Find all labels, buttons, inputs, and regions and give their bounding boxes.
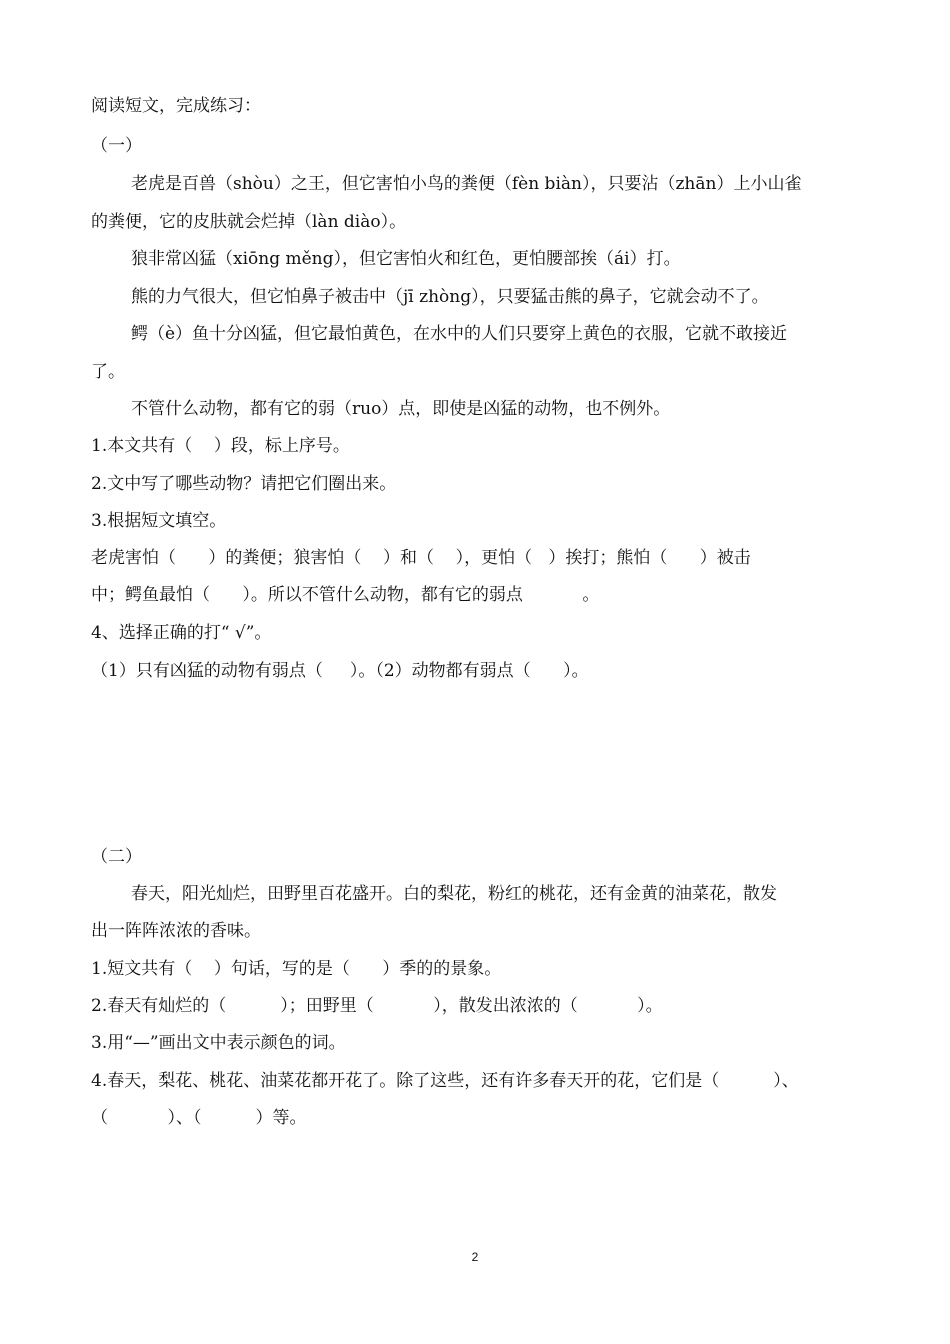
paragraph-crocodile-continued: 了。 <box>91 362 125 382</box>
question-2: 2.文中写了哪些动物？请把它们圈出来。 <box>91 474 397 494</box>
question-1: 1.本文共有（ ）段，标上序号。 <box>91 436 350 456</box>
section-two-heading: （二） <box>91 847 142 867</box>
section-two-question-4-continued: （ ）、（ ）等。 <box>91 1108 307 1128</box>
paragraph-conclusion: 不管什么动物，都有它的弱（ruo）点，即使是凶猛的动物，也不例外。 <box>131 399 671 419</box>
paragraph-tiger: 老虎是百兽（shòu）之王，但它害怕小鸟的粪便（fèn biàn），只要沾（zhān）上小山雀 <box>131 174 802 194</box>
paragraph-bear: 熊的力气很大，但它怕鼻子被击中（jī zhòng），只要猛击熊的鼻子，它就会动不了。 <box>131 287 769 307</box>
section-two-question-1: 1.短文共有（ ）句话，写的是（ ）季的的景象。 <box>91 959 502 979</box>
question-3: 3.根据短文填空。 <box>91 511 227 531</box>
paragraph-tiger-continued: 的粪便，它的皮肤就会烂掉（làn diào）。 <box>91 212 407 232</box>
question-4-options: （1）只有凶猛的动物有弱点（ ）。（2）动物都有弱点（ ）。 <box>91 661 589 681</box>
paragraph-spring-continued: 出一阵阵浓浓的香味。 <box>91 921 261 941</box>
paragraph-wolf: 狼非常凶猛（xiōng měng），但它害怕火和红色，更怕腰部挨（ái）打。 <box>131 249 681 269</box>
section-one-heading: （一） <box>91 136 142 156</box>
section-two-question-2: 2.春天有灿烂的（ ）；田野里（ ），散发出浓浓的（ ）。 <box>91 996 663 1016</box>
instruction: 阅读短文，完成练习： <box>91 96 261 116</box>
question-4: 4、选择正确的打“ √”。 <box>91 623 272 643</box>
question-3-blank-line-2: 中；鳄鱼最怕（ ）。所以不管什么动物，都有它的弱点 。 <box>91 585 600 605</box>
page-number: 2 <box>471 1250 479 1264</box>
paragraph-spring: 春天，阳光灿烂，田野里百花盛开。白的梨花，粉红的桃花，还有金黄的油菜花，散发 <box>131 884 777 904</box>
question-3-blank-line-1: 老虎害怕（ ）的粪便；狼害怕（ ）和（ ），更怕（ ）挨打；熊怕（ ）被击 <box>91 548 751 568</box>
section-two-question-4: 4.春天，梨花、桃花、油菜花都开花了。除了这些，还有许多春天开的花，它们是（ ）、 <box>91 1071 799 1091</box>
section-two-question-3: 3.用“—”画出文中表示颜色的词。 <box>91 1033 346 1053</box>
paragraph-crocodile: 鳄（è）鱼十分凶猛，但它最怕黄色，在水中的人们只要穿上黄色的衣服，它就不敢接近 <box>131 324 788 344</box>
